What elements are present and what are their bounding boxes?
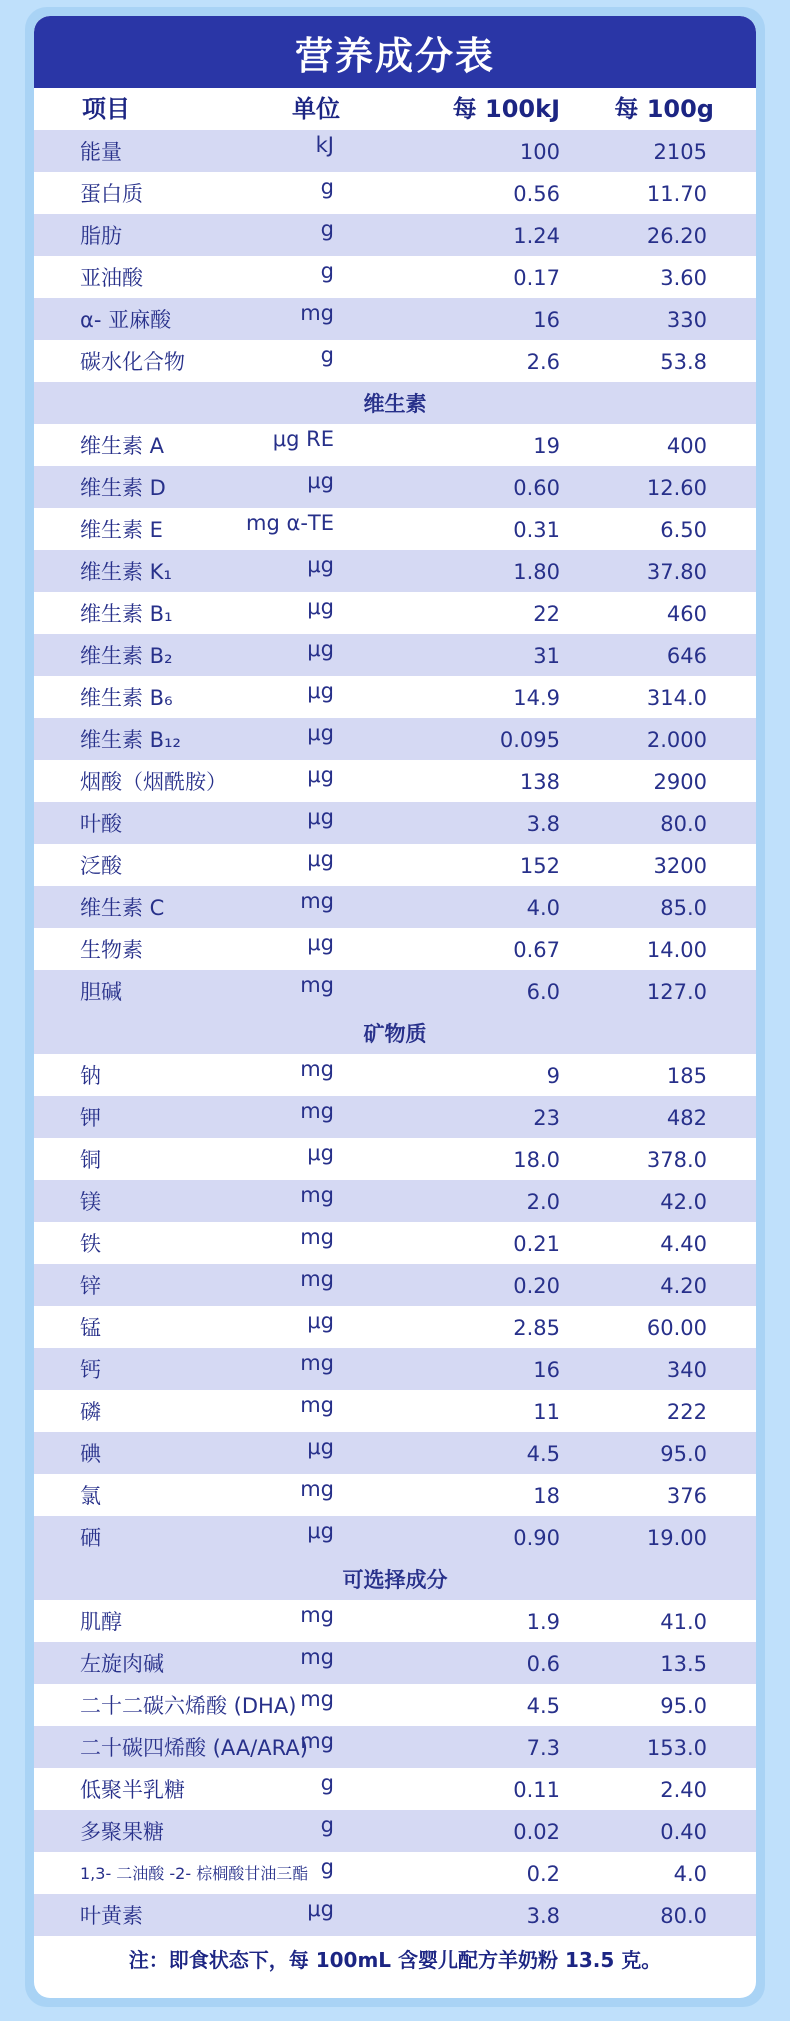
- row-per-kj: 0.21: [513, 1232, 560, 1256]
- table-row: [34, 886, 756, 928]
- row-unit: mg: [300, 301, 334, 325]
- row-per-kj: 14.9: [513, 686, 560, 710]
- row-per-g: 482: [666, 1106, 707, 1130]
- row-name: 1,3- 二油酸 -2- 棕榈酸甘油三酯: [80, 1864, 309, 1883]
- row-per-g: 3200: [653, 854, 707, 878]
- row-unit: mg: [300, 1477, 334, 1501]
- table-row: [34, 1600, 756, 1642]
- row-per-kj: 2.85: [513, 1316, 560, 1340]
- row-per-g: 646: [666, 644, 707, 668]
- table-row: [34, 1684, 756, 1726]
- row-per-kj: 152: [519, 854, 560, 878]
- row-unit: μg: [307, 595, 334, 619]
- row-per-g: 460: [666, 602, 707, 626]
- row-unit: mg: [300, 1603, 334, 1627]
- row-per-g: 53.8: [660, 350, 707, 374]
- row-unit: μg: [307, 847, 334, 871]
- row-unit: μg: [307, 1519, 334, 1543]
- row-per-g: 42.0: [660, 1190, 707, 1214]
- row-per-kj: 0.02: [513, 1820, 560, 1844]
- row-unit: μg: [307, 553, 334, 577]
- row-unit: kJ: [315, 133, 334, 157]
- footnote: 注：即食状态下，每 100mL 含婴儿配方羊奶粉 13.5 克。: [128, 1947, 662, 1972]
- row-unit: mg: [300, 1645, 334, 1669]
- table-title: 营养成分表: [34, 16, 756, 88]
- table-row: [34, 1096, 756, 1138]
- row-unit: μg RE: [272, 427, 334, 451]
- row-unit: mg: [300, 1351, 334, 1375]
- row-per-kj: 0.31: [513, 518, 560, 542]
- nutrition-table: [34, 16, 756, 1998]
- row-per-kj: 0.11: [513, 1778, 560, 1802]
- row-unit: mg: [300, 1099, 334, 1123]
- table-row: [34, 802, 756, 844]
- row-per-kj: 2.6: [526, 350, 560, 374]
- table-row: [34, 844, 756, 886]
- row-name: 泛酸: [80, 854, 122, 878]
- row-per-g: 153.0: [646, 1736, 707, 1760]
- table-row: [34, 214, 756, 256]
- row-name: 钾: [80, 1106, 101, 1130]
- row-per-g: 2.40: [660, 1778, 707, 1802]
- row-name: 铁: [80, 1232, 101, 1256]
- row-unit: mg: [300, 1225, 334, 1249]
- row-per-kj: 4.5: [526, 1694, 560, 1718]
- row-name: 锌: [80, 1274, 101, 1298]
- row-unit: g: [320, 1813, 334, 1837]
- row-per-g: 41.0: [660, 1610, 707, 1634]
- row-per-g: 378.0: [646, 1148, 707, 1172]
- row-name: 叶黄素: [80, 1904, 143, 1928]
- row-name: 锰: [80, 1316, 101, 1340]
- row-per-g: 4.0: [673, 1862, 707, 1886]
- section-header: 矿物质: [34, 1012, 756, 1054]
- row-per-g: 12.60: [646, 476, 707, 500]
- row-unit: g: [320, 343, 334, 367]
- row-unit: μg: [307, 637, 334, 661]
- table-row: [34, 1516, 756, 1558]
- row-unit: μg: [307, 763, 334, 787]
- row-name: 二十碳四烯酸 (AA/ARA): [80, 1736, 308, 1760]
- row-per-kj: 0.67: [513, 938, 560, 962]
- row-unit: mg: [300, 1687, 334, 1711]
- header-name: 项目: [82, 95, 130, 123]
- row-name: 磷: [80, 1400, 101, 1424]
- row-per-g: 85.0: [660, 896, 707, 920]
- table-row: [34, 1390, 756, 1432]
- row-per-kj: 138: [519, 770, 560, 794]
- section-header: 维生素: [34, 382, 756, 424]
- row-name: 能量: [80, 140, 122, 164]
- table-row: [34, 634, 756, 676]
- table-row: [34, 424, 756, 466]
- row-name: 维生素 K₁: [80, 560, 172, 584]
- row-per-g: 80.0: [660, 812, 707, 836]
- row-per-kj: 0.6: [526, 1652, 560, 1676]
- table-row: [34, 760, 756, 802]
- row-per-kj: 31: [533, 644, 560, 668]
- table-row: [34, 298, 756, 340]
- row-per-g: 19.00: [646, 1526, 707, 1550]
- row-unit: mg: [300, 1267, 334, 1291]
- row-per-kj: 22: [533, 602, 560, 626]
- header-per-kj: 每 100kJ: [452, 95, 560, 123]
- row-name: 钠: [80, 1064, 101, 1088]
- row-unit: g: [320, 217, 334, 241]
- row-name: 碳水化合物: [80, 350, 185, 374]
- row-unit: μg: [307, 1309, 334, 1333]
- row-per-kj: 16: [533, 308, 560, 332]
- row-per-g: 185: [666, 1064, 707, 1088]
- row-per-kj: 3.8: [526, 1904, 560, 1928]
- table-row: [34, 1138, 756, 1180]
- table-row: [34, 1642, 756, 1684]
- row-unit: mg: [300, 889, 334, 913]
- row-name: 生物素: [80, 938, 143, 962]
- row-name: 维生素 A: [80, 434, 165, 458]
- row-name: 维生素 E: [80, 518, 163, 542]
- row-per-g: 95.0: [660, 1442, 707, 1466]
- row-per-kj: 11: [533, 1400, 560, 1424]
- row-per-kj: 0.17: [513, 266, 560, 290]
- row-name: 维生素 B₁₂: [80, 728, 181, 752]
- row-unit: μg: [307, 721, 334, 745]
- header-per-g: 每 100g: [614, 95, 714, 123]
- row-per-kj: 1.80: [513, 560, 560, 584]
- row-unit: mg: [300, 1393, 334, 1417]
- row-per-g: 0.40: [660, 1820, 707, 1844]
- row-unit: mg: [300, 973, 334, 997]
- table-row: [34, 130, 756, 172]
- row-per-kj: 0.60: [513, 476, 560, 500]
- row-unit: μg: [307, 1141, 334, 1165]
- row-per-g: 2.000: [646, 728, 707, 752]
- table-row: [34, 676, 756, 718]
- row-unit: mg: [300, 1057, 334, 1081]
- row-per-g: 4.40: [660, 1232, 707, 1256]
- table-row: [34, 592, 756, 634]
- row-per-kj: 19: [533, 434, 560, 458]
- table-row: [34, 1726, 756, 1768]
- table-row: [34, 928, 756, 970]
- table-row: [34, 970, 756, 1012]
- row-name: 蛋白质: [80, 182, 143, 206]
- row-per-kj: 0.2: [526, 1862, 560, 1886]
- row-per-kj: 0.20: [513, 1274, 560, 1298]
- row-per-g: 2105: [653, 140, 707, 164]
- row-per-g: 340: [666, 1358, 707, 1382]
- table-row: [34, 1180, 756, 1222]
- row-unit: μg: [307, 1897, 334, 1921]
- row-per-g: 330: [666, 308, 707, 332]
- row-per-kj: 1.9: [526, 1610, 560, 1634]
- row-per-g: 222: [666, 1400, 707, 1424]
- table-body: [34, 130, 756, 1936]
- row-per-kj: 23: [533, 1106, 560, 1130]
- row-name: 二十二碳六烯酸 (DHA): [80, 1694, 297, 1718]
- row-name: 氯: [80, 1484, 101, 1508]
- row-unit: μg: [307, 1435, 334, 1459]
- row-name: 左旋肉碱: [80, 1652, 164, 1676]
- row-unit: μg: [307, 679, 334, 703]
- row-name: 钙: [80, 1358, 101, 1382]
- row-name: 碘: [80, 1442, 101, 1466]
- row-per-g: 400: [666, 434, 707, 458]
- row-name: 维生素 D: [80, 476, 166, 500]
- row-per-kj: 0.90: [513, 1526, 560, 1550]
- row-unit: g: [320, 175, 334, 199]
- table-row: [34, 1810, 756, 1852]
- row-per-kj: 4.0: [526, 896, 560, 920]
- row-unit: g: [320, 1771, 334, 1795]
- row-per-kj: 0.095: [499, 728, 560, 752]
- row-name: 低聚半乳糖: [80, 1778, 185, 1802]
- row-name: 叶酸: [80, 812, 122, 836]
- row-unit: g: [320, 1855, 334, 1879]
- table-row: [34, 1054, 756, 1096]
- header-unit: 单位: [292, 95, 340, 123]
- row-per-kj: 3.8: [526, 812, 560, 836]
- table-row: [34, 1348, 756, 1390]
- row-per-g: 14.00: [646, 938, 707, 962]
- table-row: [34, 508, 756, 550]
- row-name: 亚油酸: [80, 266, 143, 290]
- table-row: [34, 1852, 756, 1894]
- row-per-kj: 7.3: [526, 1736, 560, 1760]
- table-row: [34, 1264, 756, 1306]
- table-row: [34, 1306, 756, 1348]
- row-name: 烟酸（烟酰胺）: [80, 770, 227, 794]
- section-header: 可选择成分: [34, 1558, 756, 1600]
- row-per-kj: 18: [533, 1484, 560, 1508]
- row-per-g: 376: [666, 1484, 707, 1508]
- row-unit: μg: [307, 931, 334, 955]
- row-per-g: 95.0: [660, 1694, 707, 1718]
- row-per-g: 2900: [653, 770, 707, 794]
- table-row: [34, 340, 756, 382]
- row-name: 铜: [80, 1148, 101, 1172]
- row-name: 胆碱: [80, 980, 122, 1004]
- table-header: [34, 88, 756, 130]
- row-unit: mg: [300, 1729, 334, 1753]
- row-name: 维生素 C: [80, 896, 165, 920]
- row-name: 多聚果糖: [80, 1820, 164, 1844]
- row-unit: μg: [307, 469, 334, 493]
- row-unit: mg α-TE: [246, 511, 334, 535]
- row-per-g: 60.00: [646, 1316, 707, 1340]
- row-name: 维生素 B₆: [80, 686, 173, 710]
- row-per-g: 314.0: [646, 686, 707, 710]
- row-name: 脂肪: [80, 224, 122, 248]
- row-unit: g: [320, 259, 334, 283]
- row-per-kj: 4.5: [526, 1442, 560, 1466]
- row-name: 镁: [80, 1190, 101, 1214]
- row-name: 硒: [80, 1526, 101, 1550]
- row-unit: μg: [307, 805, 334, 829]
- row-per-g: 13.5: [660, 1652, 707, 1676]
- row-unit: mg: [300, 1183, 334, 1207]
- row-per-g: 11.70: [646, 182, 707, 206]
- table-row: [34, 172, 756, 214]
- row-per-kj: 2.0: [526, 1190, 560, 1214]
- row-name: 肌醇: [80, 1610, 122, 1634]
- row-per-g: 37.80: [646, 560, 707, 584]
- row-name: 维生素 B₂: [80, 644, 173, 668]
- row-per-kj: 100: [519, 140, 560, 164]
- row-per-g: 26.20: [646, 224, 707, 248]
- row-per-kj: 6.0: [526, 980, 560, 1004]
- row-per-g: 127.0: [646, 980, 707, 1004]
- row-per-g: 6.50: [660, 518, 707, 542]
- row-per-kj: 9: [546, 1064, 560, 1088]
- table-row: [34, 1474, 756, 1516]
- table-row: [34, 550, 756, 592]
- table-row: [34, 1432, 756, 1474]
- table-row: [34, 1222, 756, 1264]
- row-per-g: 4.20: [660, 1274, 707, 1298]
- row-per-kj: 1.24: [513, 224, 560, 248]
- row-per-g: 80.0: [660, 1904, 707, 1928]
- row-name: α- 亚麻酸: [80, 308, 172, 332]
- table-row: [34, 466, 756, 508]
- table-row: [34, 1894, 756, 1936]
- table-row: [34, 256, 756, 298]
- row-per-kj: 0.56: [513, 182, 560, 206]
- row-name: 维生素 B₁: [80, 602, 173, 626]
- row-per-g: 3.60: [660, 266, 707, 290]
- table-row: [34, 1768, 756, 1810]
- row-per-kj: 16: [533, 1358, 560, 1382]
- row-per-kj: 18.0: [513, 1148, 560, 1172]
- table-row: [34, 718, 756, 760]
